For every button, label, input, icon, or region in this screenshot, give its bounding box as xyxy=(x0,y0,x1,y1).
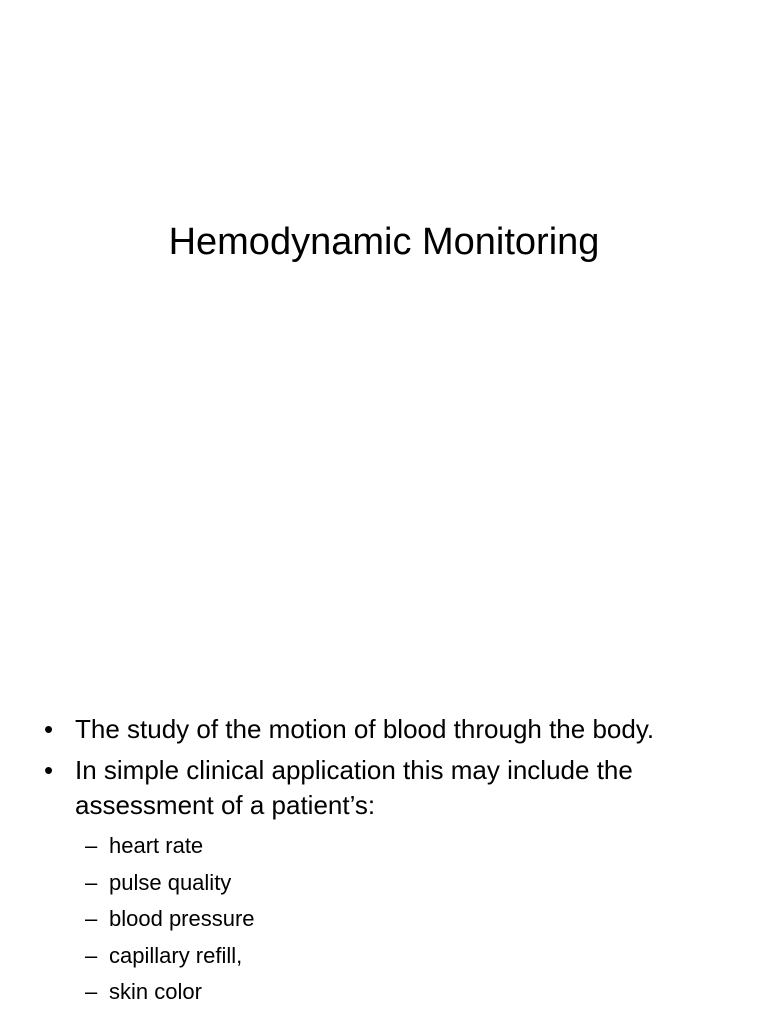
sub-bullet-text: blood pressure xyxy=(109,906,255,931)
sub-bullet-text: skin color xyxy=(109,979,202,1004)
bullet-list xyxy=(44,712,744,1014)
sub-bullet-marker: – xyxy=(85,979,98,1004)
bullet-text: In simple clinical application this may include the assessment of a patient’s: xyxy=(75,755,633,820)
bullet-marker: • xyxy=(44,755,54,785)
sub-bullet-text: capillary refill, xyxy=(109,942,243,968)
bullet-marker: • xyxy=(44,714,54,744)
sub-bullet-item xyxy=(44,941,744,971)
sub-bullet-marker: – xyxy=(85,906,98,931)
sub-bullet-marker: – xyxy=(85,833,98,858)
sub-bullet-text: pulse quality xyxy=(109,869,232,895)
slide-title: Hemodynamic Monitoring xyxy=(168,221,600,263)
sub-bullet-item xyxy=(44,831,744,861)
bullet-item xyxy=(44,712,744,747)
sub-bullet-marker: – xyxy=(85,869,98,895)
sub-bullet-marker: – xyxy=(85,942,98,968)
sub-bullet-item xyxy=(44,904,744,934)
sub-bullet-item xyxy=(44,977,744,1007)
bullet-item xyxy=(44,753,744,1007)
bullet-text: The study of the motion of blood through the body. xyxy=(75,714,655,744)
sub-bullet-list xyxy=(44,831,744,1007)
sub-bullet-item xyxy=(44,868,744,898)
sub-bullet-text: heart rate xyxy=(109,833,204,858)
